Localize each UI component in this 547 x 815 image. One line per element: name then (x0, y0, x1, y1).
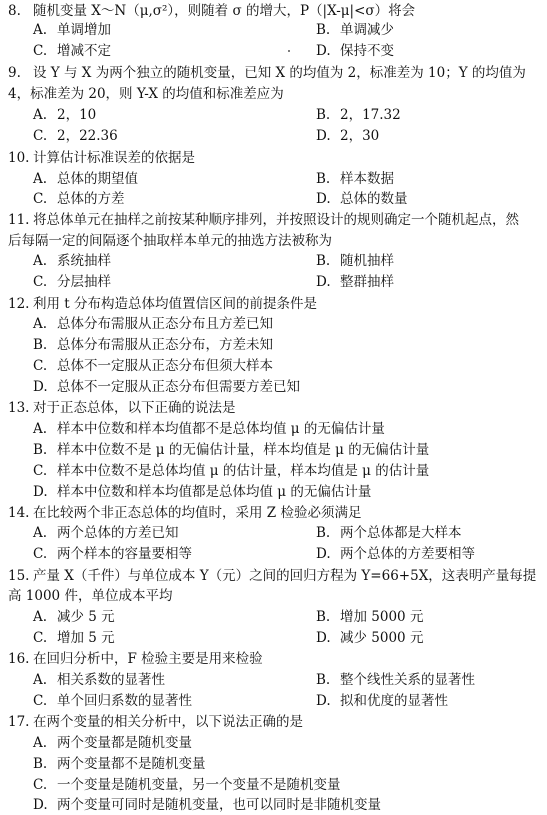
option-label: B. (33, 442, 48, 458)
question-stem-line (8, 232, 332, 250)
option-label: A. (33, 609, 48, 625)
question-number: 13. (8, 400, 30, 416)
option-text: 总体分布需服从正态分布，方差未知 (57, 337, 273, 353)
option-text: 样本中位数和样本均值都不是总体均值 μ 的无偏估计量 (57, 421, 385, 437)
option-label: D. (33, 797, 48, 813)
option-b (316, 671, 475, 689)
option-text: 单调增加 (57, 22, 111, 38)
question-number: 17. (8, 714, 30, 730)
question-text: 对于正态总体，以下正确的说法是 (33, 400, 236, 416)
question-stem-line (8, 650, 263, 668)
option-a (33, 21, 111, 39)
option-a (33, 315, 273, 333)
option-text: 单个回归系数的显著性 (57, 693, 192, 709)
option-label: A. (33, 672, 48, 688)
option-c (33, 545, 192, 563)
option-d (33, 796, 381, 814)
option-text: 样本数据 (340, 171, 394, 187)
option-label: D. (316, 43, 331, 59)
option-label: A. (33, 253, 48, 269)
option-label: D. (33, 484, 48, 500)
question-text-continued: 高 1000 件，单位成本平均 (8, 588, 173, 604)
option-b (316, 170, 394, 188)
option-label: D. (316, 693, 331, 709)
option-text: 单调减少 (340, 22, 394, 38)
option-label: C. (33, 546, 48, 562)
option-b (33, 755, 206, 773)
option-label: B. (316, 609, 331, 625)
option-c (33, 629, 115, 647)
question-stem-line (8, 2, 415, 20)
option-label: D. (316, 191, 331, 207)
question-text: 产量 X（千件）与单位成本 Y（元）之间的回归方程为 Y=66+5X，这表明产量每提 (33, 568, 537, 584)
option-label: C. (33, 777, 48, 793)
option-c (33, 127, 118, 145)
option-label: C. (33, 274, 48, 290)
option-text: 减少 5000 元 (340, 630, 424, 646)
option-label: A. (33, 421, 48, 437)
option-text: 两个总体的方差要相等 (340, 546, 475, 562)
option-label: C. (33, 358, 48, 374)
option-text: 2，30 (340, 128, 380, 144)
option-text: 总体不一定服从正态分布但须大样本 (57, 358, 273, 374)
option-a (33, 252, 111, 270)
option-label: B. (33, 756, 48, 772)
question-stem-line (8, 567, 536, 585)
question-stem-line (8, 295, 317, 313)
question-text: 设 Y 与 X 为两个独立的随机变量，已知 X 的均值为 2，标准差为 10；Y 的均值为 (33, 65, 526, 81)
option-text: 两个样本的容量要相等 (57, 546, 192, 562)
option-d (316, 273, 394, 291)
option-b (316, 524, 462, 542)
option-label: B. (316, 672, 331, 688)
option-b (33, 336, 273, 354)
option-label: B. (316, 107, 331, 123)
option-text: 总体分布需服从正态分布且方差已知 (57, 316, 273, 332)
option-text: 一个变量是随机变量，另一个变量不是随机变量 (57, 777, 341, 793)
question-stem-line (8, 587, 172, 605)
option-label: A. (33, 171, 48, 187)
question-text: 将总体单元在抽样之前按某种顺序排列，并按照设计的规则确定一个随机起点，然 (33, 212, 519, 228)
question-stem-line (8, 399, 236, 417)
option-text: 总体的数量 (340, 191, 408, 207)
question-stem-line (8, 713, 303, 731)
question-text-continued: 后每隔一定的间隔逐个抽取样本单元的抽选方法被称为 (8, 233, 332, 249)
option-label: A. (33, 525, 48, 541)
option-b (316, 252, 394, 270)
question-number: 16. (8, 651, 30, 667)
question-text: 在两个变量的相关分析中，以下说法正确的是 (33, 714, 303, 730)
option-a (33, 420, 385, 438)
option-text: 保持不变 (340, 43, 394, 59)
option-d (33, 483, 371, 501)
option-text: 两个变量都是随机变量 (57, 735, 192, 751)
option-d (316, 127, 379, 145)
option-text: 总体不一定服从正态分布但需要方差已知 (57, 379, 300, 395)
option-label: A. (33, 316, 48, 332)
option-label: D. (316, 546, 331, 562)
option-text: 随机抽样 (340, 253, 394, 269)
option-text: 增加 5000 元 (340, 609, 424, 625)
question-number: 9. (8, 65, 21, 81)
option-c (33, 776, 341, 794)
option-label: B. (316, 253, 331, 269)
option-label: B. (316, 171, 331, 187)
question-text: 在回归分析中，F 检验主要是用来检验 (33, 651, 263, 667)
question-text: 利用 t 分布构造总体均值置信区间的前提条件是 (33, 296, 318, 312)
option-text: 2，22.36 (57, 128, 118, 144)
option-text: 增减不定 (57, 43, 111, 59)
option-text: 分层抽样 (57, 274, 111, 290)
option-d (316, 545, 475, 563)
option-text: 2，17.32 (340, 107, 401, 123)
option-c (33, 42, 111, 60)
option-label: B. (33, 337, 48, 353)
option-text: 增加 5 元 (57, 630, 115, 646)
option-text: 总体的方差 (57, 191, 125, 207)
option-c (33, 357, 273, 375)
option-text: 两个总体都是大样本 (340, 525, 462, 541)
option-text: 整个线性关系的显著性 (340, 672, 475, 688)
question-number: 15. (8, 568, 30, 584)
option-label: D. (316, 274, 331, 290)
question-text-continued: 4，标准差为 20，则 Y-X 的均值和标准差应为 (8, 86, 284, 102)
question-stem-line (8, 211, 519, 229)
option-text: 相关系数的显著性 (57, 672, 165, 688)
question-stem-line (8, 85, 284, 103)
option-label: D. (316, 128, 331, 144)
option-a (33, 170, 138, 188)
option-c (33, 190, 125, 208)
option-label: B. (316, 22, 331, 38)
question-stem-line (8, 504, 361, 522)
option-label: C. (33, 191, 48, 207)
question-text: 随机变量 X～N（μ,σ²），则随着 σ 的增大，P（|X-μ|<σ）将会 (33, 3, 416, 19)
option-label: A. (33, 735, 48, 751)
option-a (33, 734, 192, 752)
option-text: 样本中位数不是总体均值 μ 的估计量，样本均值是 μ 的估计量 (57, 463, 430, 479)
option-text: 减少 5 元 (57, 609, 115, 625)
scan-speck (288, 50, 290, 52)
question-number: 10. (8, 150, 30, 166)
option-label: D. (316, 630, 331, 646)
option-c (33, 273, 111, 291)
option-b (33, 441, 429, 459)
option-d (316, 190, 408, 208)
option-label: C. (33, 128, 48, 144)
option-text: 两个总体的方差已知 (57, 525, 179, 541)
option-text: 拟和优度的显著性 (340, 693, 448, 709)
option-label: B. (316, 525, 331, 541)
option-text: 两个变量都不是随机变量 (57, 756, 206, 772)
option-b (316, 608, 423, 626)
option-text: 系统抽样 (57, 253, 111, 269)
option-text: 2，10 (57, 107, 97, 123)
option-text: 总体的期望值 (57, 171, 138, 187)
question-number: 12. (8, 296, 30, 312)
option-c (33, 692, 192, 710)
option-label: D. (33, 379, 48, 395)
option-d (33, 378, 300, 396)
option-label: C. (33, 43, 48, 59)
option-label: C. (33, 693, 48, 709)
option-label: C. (33, 630, 48, 646)
option-a (33, 106, 96, 124)
option-text: 样本中位数和样本均值都是总体均值 μ 的无偏估计量 (57, 484, 372, 500)
option-text: 两个变量可同时是随机变量，也可以同时是非随机变量 (57, 797, 381, 813)
question-stem-line (8, 64, 526, 82)
option-c (33, 462, 429, 480)
option-b (316, 21, 394, 39)
question-number: 14. (8, 505, 30, 521)
option-b (316, 106, 401, 124)
question-text: 计算估计标准误差的依据是 (33, 150, 195, 166)
option-a (33, 608, 115, 626)
option-a (33, 671, 165, 689)
option-label: C. (33, 463, 48, 479)
option-a (33, 524, 179, 542)
question-number: 8. (8, 3, 21, 19)
option-d (316, 42, 394, 60)
question-text: 在比较两个非正态总体的均值时，采用 Z 检验必须满足 (33, 505, 362, 521)
option-text: 样本中位数不是 μ 的无偏估计量，样本均值是 μ 的无偏估计量 (57, 442, 430, 458)
option-label: A. (33, 22, 48, 38)
question-stem-line (8, 149, 195, 167)
question-number: 11. (8, 212, 30, 228)
option-label: A. (33, 107, 48, 123)
option-d (316, 692, 448, 710)
option-text: 整群抽样 (340, 274, 394, 290)
option-d (316, 629, 423, 647)
